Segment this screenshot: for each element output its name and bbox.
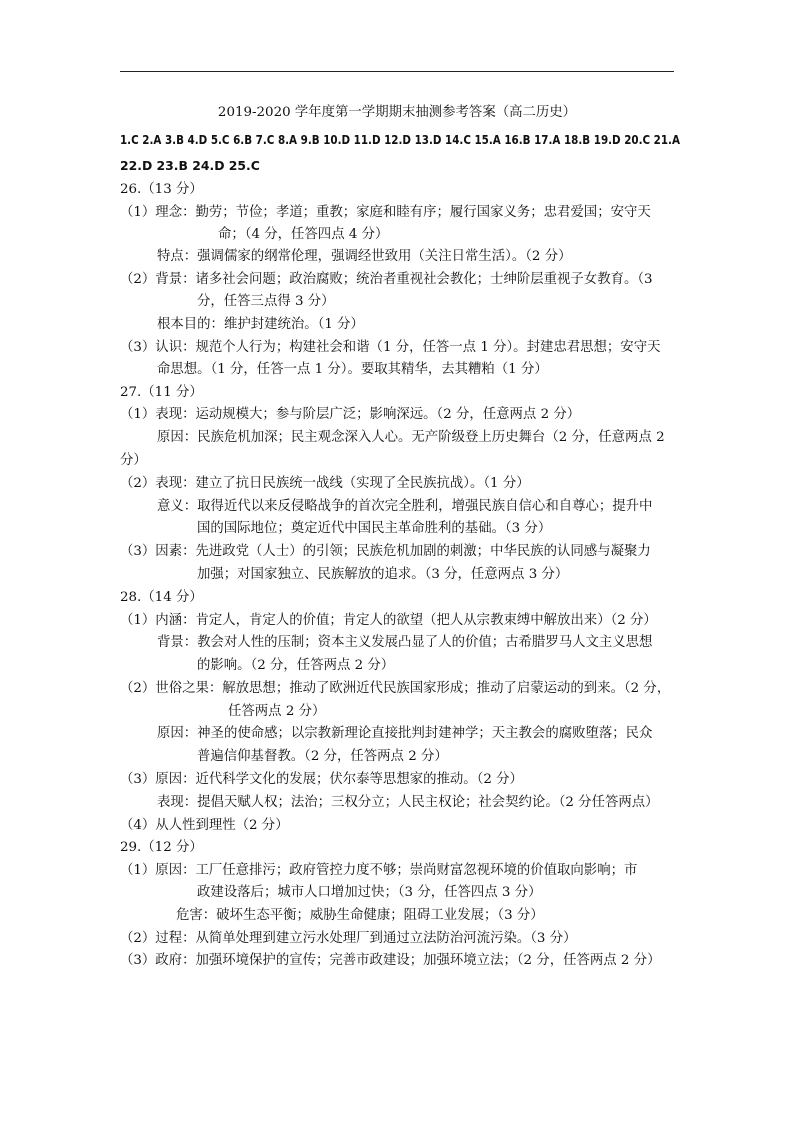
- answer-key-line-1: 1.C 2.A 3.B 4.D 5.C 6.B 7.C 8.A 9.B 10.D 11.D 12.D 13.D 14.C 15.A 16.B 17.A 18.B 19.D 20.C 21.A: [120, 132, 680, 147]
- q28-line: （1）内涵：肯定人，肯定人的价值；肯定人的欲望（把人从宗教束缚中解放出来）（2 分）: [120, 613, 657, 628]
- q29-line: （2）过程：从简单处理到建立污水处理厂到通过立法防治河流污染。（3 分）: [120, 931, 577, 946]
- q26-line: 特点：强调儒家的纲常伦理，强调经世致用（关注日常生活）。（2 分）: [157, 249, 572, 264]
- q28-line: （2）世俗之果：解放思想；推动了欧洲近代民族国家形成；推动了启蒙运动的到来。（2 分，: [120, 681, 671, 696]
- q28-line: 普遍信仰基督教。（2 分，任答两点 2 分）: [197, 749, 448, 764]
- q26-line: （2）背景：诸多社会问题；政治腐败；统治者重视社会教化；士绅阶层重视子女教育。（3: [120, 272, 653, 287]
- q28-line: （4）从人性到理性（2 分）: [120, 818, 289, 833]
- q27-line: （2）表现：建立了抗日民族统一战线（实现了全民族抗战）。（1 分）: [120, 476, 530, 491]
- q27-line: 意义：取得近代以来反侵略战争的首次完全胜利，增强民族自信心和自尊心；提升中: [157, 499, 653, 514]
- q26-line: 命；（4 分，任答四点 4 分）: [218, 227, 389, 242]
- q29-line: 政建设落后；城市人口增加过快；（3 分，任答四点 3 分）: [197, 885, 542, 900]
- q29-line: （3）政府：加强环境保护的宣传；完善市政建设；加强环境立法；（2 分，任答两点 2 分）: [120, 953, 661, 968]
- document-title: 2019-2020 学年度第一学期期末抽测参考答案（高二历史）: [217, 105, 577, 120]
- q29-line: （1）原因：工厂任意排污；政府管控力度不够；崇尚财富忽视环境的价值取向影响；市: [120, 863, 638, 878]
- q29-header: 29.（12 分）: [120, 840, 203, 855]
- q28-line: 任答两点 2 分）: [228, 704, 326, 719]
- q27-line: 分）: [120, 453, 147, 468]
- q27-line: 原因：民族危机加深；民主观念深入人心。无产阶级登上历史舞台（2 分，任意两点 2: [157, 430, 665, 445]
- q26-line: 命思想。（1 分，任答一点 1 分）。要取其精华，去其糟粕（1 分）: [157, 362, 548, 377]
- q26-line: 根本目的：维护封建统治。（1 分）: [157, 317, 364, 332]
- q28-line: 原因：神圣的使命感；以宗教新理论直接批判封建神学；天主教会的腐败堕落；民众: [157, 726, 653, 741]
- q27-line: （1）表现：运动规模大；参与阶层广泛；影响深远。（2 分，任意两点 2 分）: [120, 407, 581, 422]
- q26-line: （1）理念：勤劳；节俭；孝道；重教；家庭和睦有序；履行国家义务；忠君爱国；安守天: [120, 205, 651, 220]
- q28-line: 的影响。（2 分，任答两点 2 分）: [197, 658, 395, 673]
- q28-line: （3）原因：近代科学文化的发展；伏尔泰等思想家的推动。（2 分）: [120, 772, 523, 787]
- q28-line: 表现：提倡天赋人权；法治；三权分立；人民主权论；社会契约论。（2 分任答两点）: [157, 795, 659, 810]
- q28-header: 28.（14 分）: [120, 590, 203, 605]
- q28-line: 背景：教会对人性的压制；资本主义发展凸显了人的价值；古希腊罗马人文主义思想: [157, 635, 653, 650]
- q27-line: （3）因素：先进政党（人士）的引领；民族危机加剧的刺激；中华民族的认同感与凝聚力: [120, 544, 651, 559]
- header-rule: [120, 71, 674, 72]
- q26-line: （3）认识：规范个人行为；构建社会和谐（1 分，任答一点 1 分）。封建忠君思想；安守天: [120, 340, 661, 355]
- q27-header: 27.（11 分）: [120, 385, 203, 400]
- q29-line: 危害：破坏生态平衡；威胁生命健康；阻碍工业发展；（3 分）: [176, 908, 544, 923]
- q27-line: 加强；对国家独立、民族解放的追求。（3 分，任意两点 3 分）: [197, 567, 569, 582]
- q26-header: 26.（13 分）: [120, 182, 203, 197]
- q26-line: 分，任答三点得 3 分）: [197, 294, 335, 309]
- q27-line: 国的国际地位；奠定近代中国民主革命胜利的基础。（3 分）: [197, 521, 552, 536]
- answer-key-line-2: 22.D 23.B 24.D 25.C: [120, 158, 260, 173]
